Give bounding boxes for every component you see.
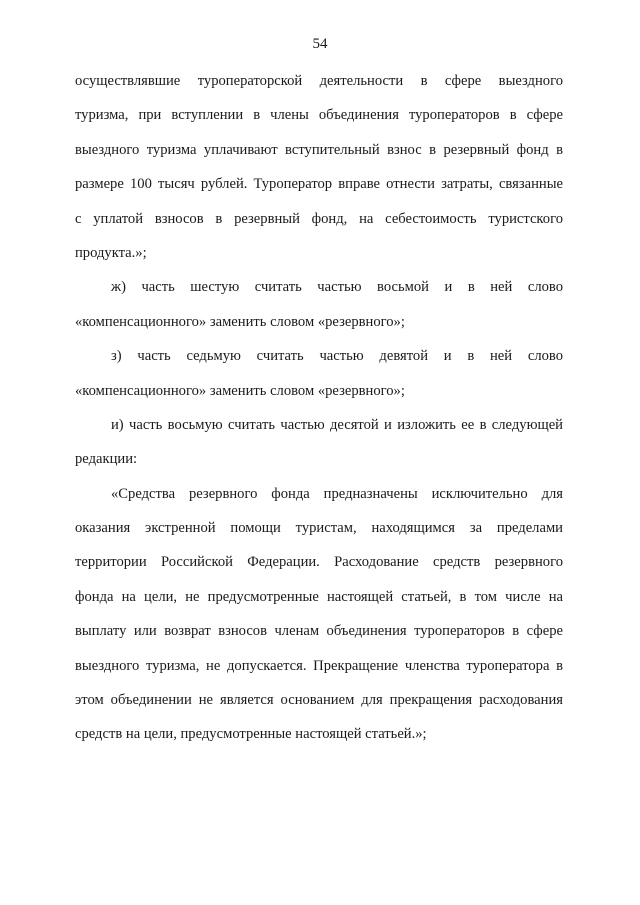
- text-line: туризма, при вступлении в члены объединения туроператоров в сфере: [75, 107, 563, 124]
- text-line: з) часть седьмую считать частью девятой и в ней слово: [111, 348, 563, 365]
- text-line: «компенсационного» заменить словом «резервного»;: [75, 313, 405, 330]
- text-line: размере 100 тысяч рублей. Туроператор вправе отнести затраты, связанные: [75, 176, 563, 193]
- text-line: выездного туризма уплачивают вступительный взнос в резервный фонд в: [75, 141, 563, 158]
- text-line: «Средства резервного фонда предназначены исключительно для: [111, 485, 563, 502]
- text-line: фонда на цели, не предусмотренные настоящей статьей, в том числе на: [75, 588, 563, 605]
- text-line: выплату или возврат взносов членам объединения туроператоров в сфере: [75, 623, 563, 640]
- text-line: редакции:: [75, 451, 138, 468]
- text-line: продукта.»;: [75, 244, 147, 261]
- text-line: с уплатой взносов в резервный фонд, на себестоимость туристского: [75, 210, 563, 227]
- text-line: этом объединении не является основанием для прекращения расходования: [75, 692, 563, 709]
- text-line: выездного туризма, не допускается. Прекращение членства туроператора в: [75, 657, 563, 674]
- text-line: осуществлявшие туроператорской деятельности в сфере выездного: [75, 73, 563, 89]
- page-number: 54: [312, 36, 328, 52]
- document-body: [75, 64, 563, 752]
- text-line: «компенсационного» заменить словом «резервного»;: [75, 382, 405, 399]
- text-line: и) часть восьмую считать частью десятой и изложить ее в следующей: [111, 416, 563, 433]
- text-line: ж) часть шестую считать частью восьмой и в ней слово: [111, 279, 563, 296]
- text-line: средств на цели, предусмотренные настоящей статьей.»;: [75, 726, 427, 743]
- text-line: оказания экстренной помощи туристам, находящимся за пределами: [75, 520, 563, 537]
- text-line: территории Российской Федерации. Расходование средств резервного: [75, 554, 563, 571]
